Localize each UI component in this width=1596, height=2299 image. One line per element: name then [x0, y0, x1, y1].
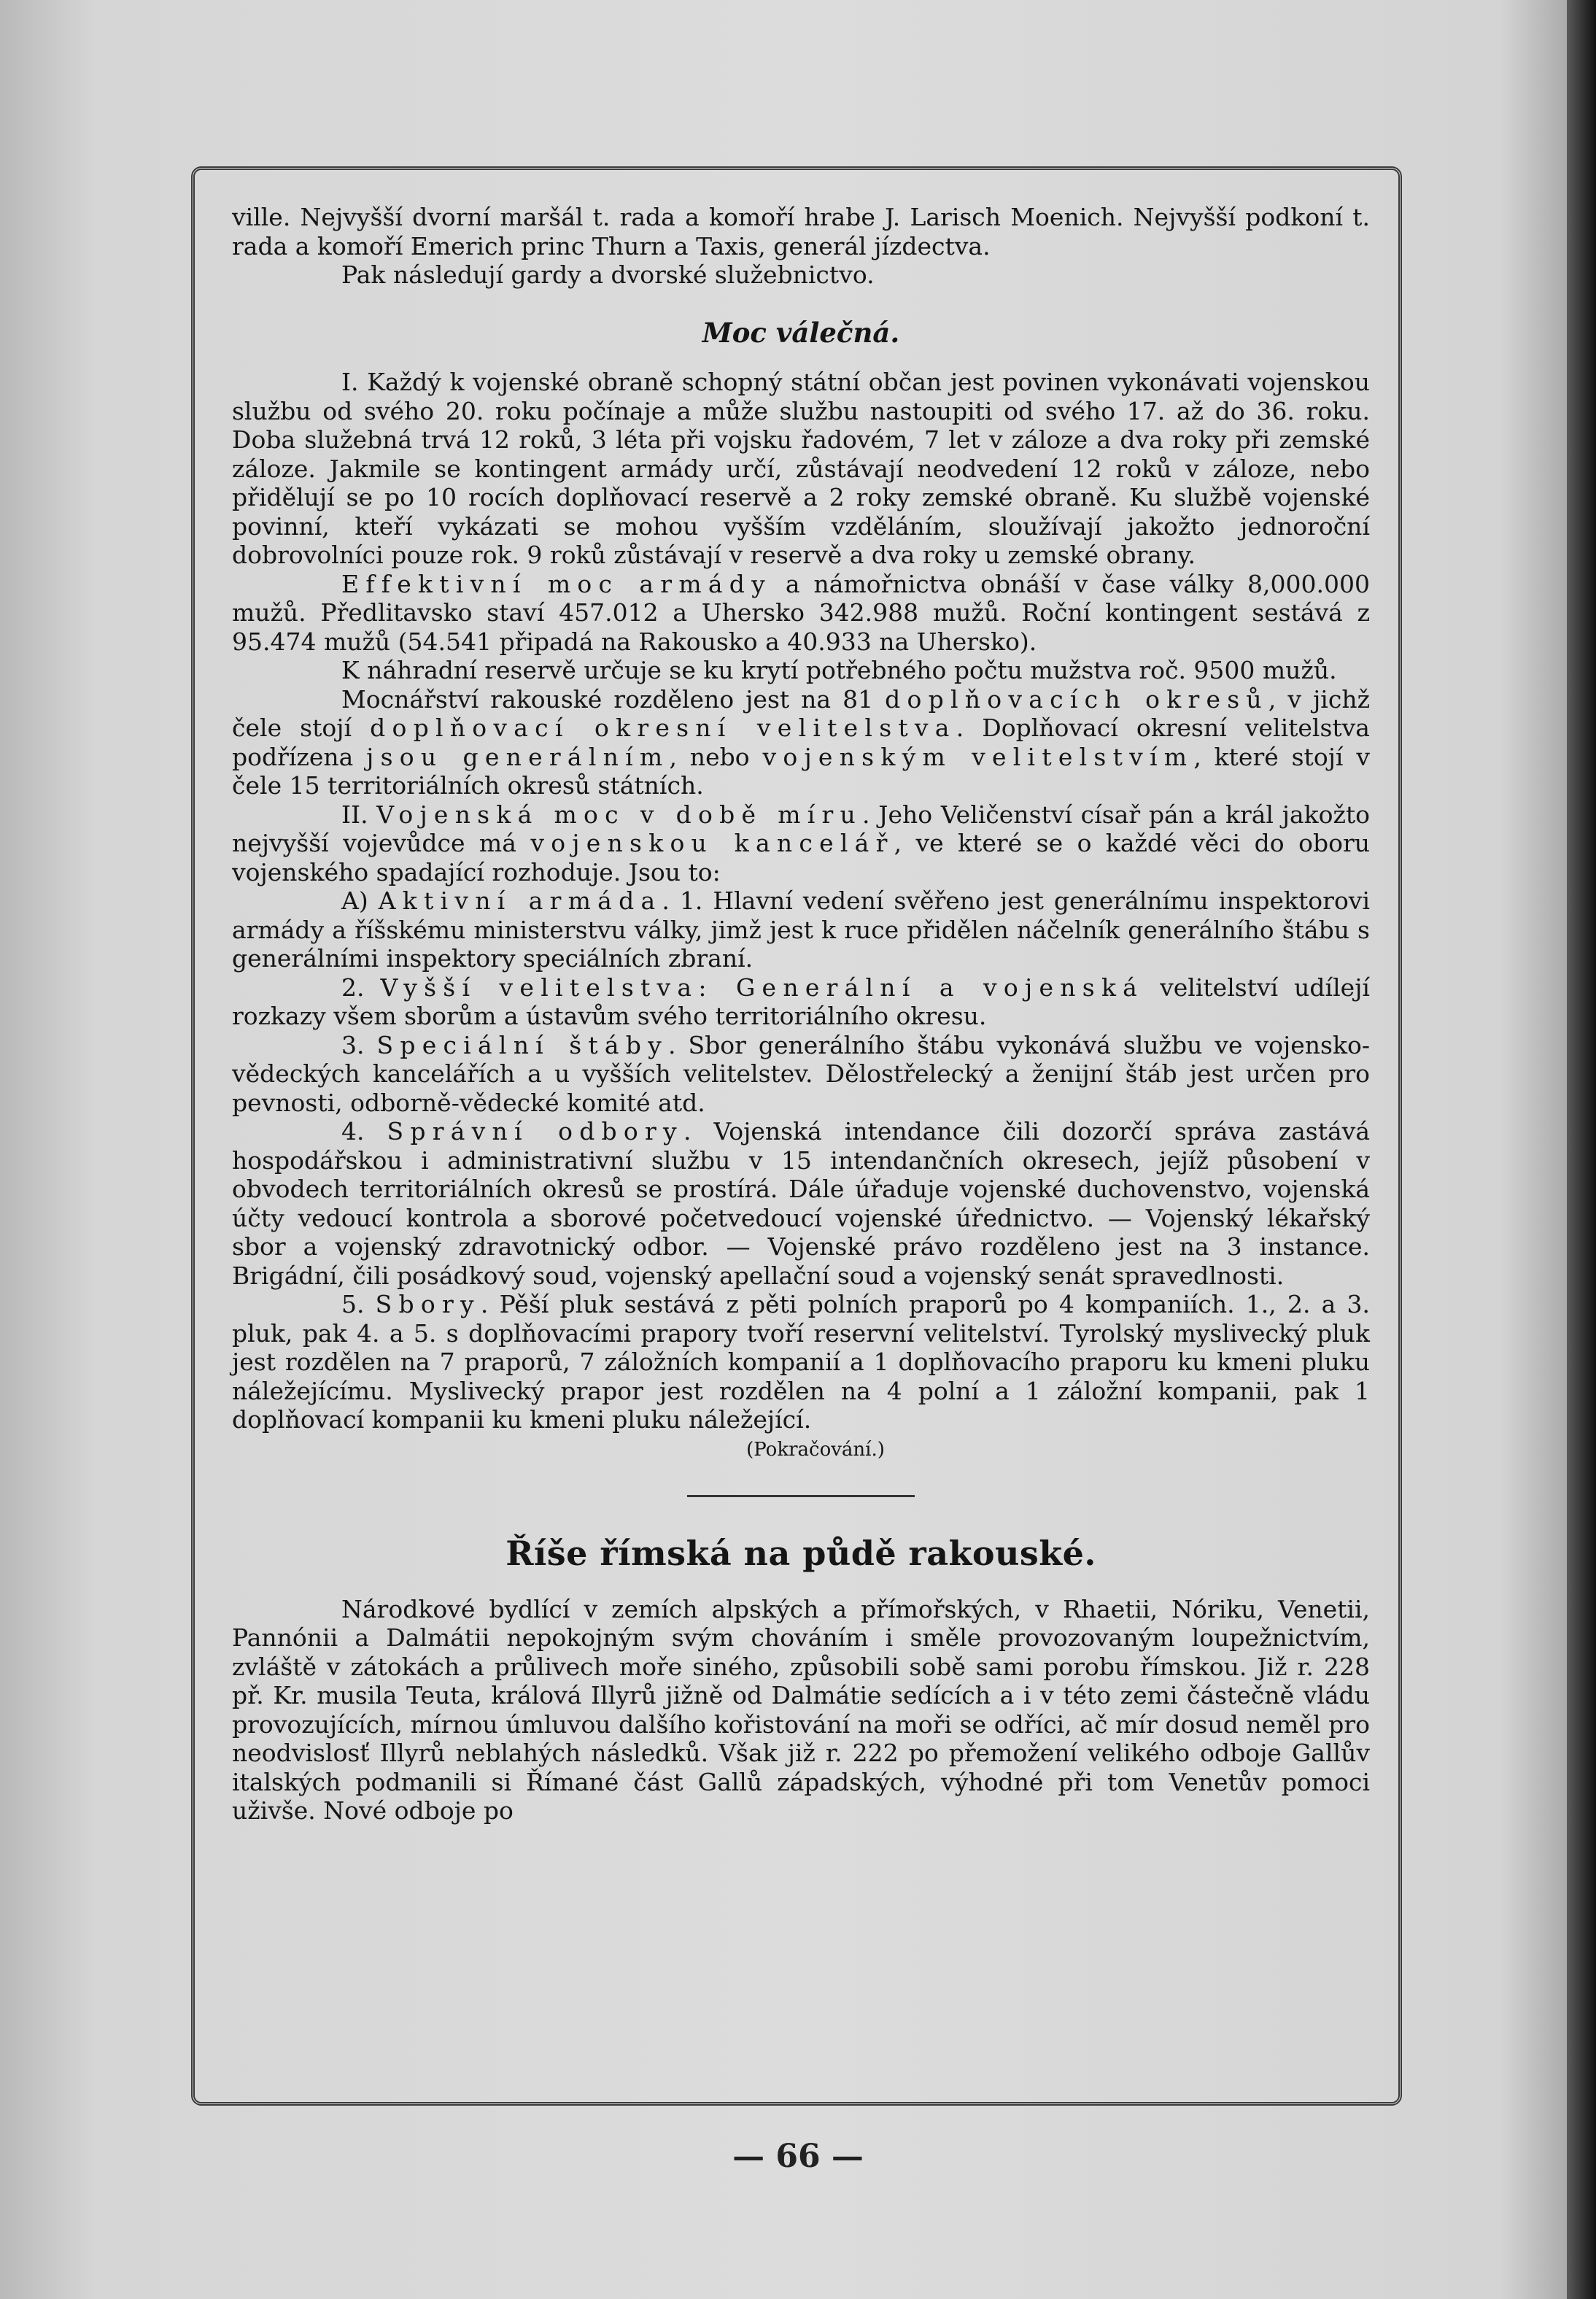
section-divider [687, 1495, 915, 1497]
spaced-term: jsou generálním [366, 742, 670, 771]
text-run: . Jeho Veličenství císař pán a král jakožto nejvyšší vojevůdce má [232, 800, 1370, 857]
top-paragraph-2: Pak následují gardy a dvorské služebnictvo. [341, 260, 875, 289]
paragraph-text: a námořnictva obnáší v čase války 8,000.000 mužů. Předlitavsko staví 457.012 a Uhersko 342.988 mužů. Roční kontingent sestává z 95.474 mužů (54.541 připadá na Rakousko a 40.933 na Uhersko). [232, 569, 1370, 656]
page-edge-shadow [1567, 0, 1596, 2299]
paragraph-active-army [232, 886, 1370, 973]
spaced-term: Sbory [375, 1290, 481, 1318]
continued-note: (Pokračování.) [746, 1438, 885, 1461]
paragraph-administration [232, 1117, 1370, 1290]
paragraph-corps [232, 1290, 1370, 1434]
text-run: , v jichž čele stojí [232, 684, 1370, 742]
spaced-term: doplňovacích okresů [885, 684, 1268, 714]
spaced-term: Aktivní armáda [378, 886, 662, 915]
text-run: . Doplňovací okresní velitelstva podřízena [232, 714, 1370, 771]
text-run: velitelství udílejí rozkazy všem sborům a ústavům svého territoriálního okresu. [232, 973, 1370, 1030]
paragraph-roman-empire: Národkové bydlící v zemích alpských a přímořských, v Rhaetii, Nóriku, Venetii, Pannónii a Dalmátii nepokojným svým chováním i směle provozovaným loupežnictvím, zvláště v zátokách a průlivech moře siného, způsobili sobě sami porobu římskou. Již r. 228 př. Kr. musila Teuta, králová Illyrů jižně od Dalmátie sedících a i v této zemi částečně vládu provozujících, mírnou úmluvou dalšího kořistování na moři se odříci, ač mír dosud neměl pro neodvislosť Illyrů neblahých následků. Však již r. 222 po přemožení velikého odboje Gallův italských podmanili si Římané část Gallů západských, výhodné při tom Venetův pomoci uživše. Nové odboje po [232, 1594, 1370, 1825]
text-run: . 1. Hlavní vedení svěřeno jest generálnímu inspektorovi armády a říšskému ministerstvu války, jimž jest k ruce přidělen náčelník generálního štábu s generálními inspektory speciálních zbraní. [232, 886, 1371, 973]
paragraph-districts [232, 685, 1370, 800]
text-run: , ve které se o každé věci do oboru vojenského spadající rozhoduje. Jsou to: [232, 829, 1370, 886]
spaced-term: Vojenská moc v době míru [376, 800, 863, 829]
paragraph-reserve: K náhradní reservě určuje se ku krytí potřebného počtu mužstva roč. 9500 mužů. [341, 656, 1337, 684]
spaced-term: vojenskou kancelář [530, 829, 894, 857]
text-run: 4. [341, 1117, 387, 1145]
section-title-moc-valecna: Moc válečná. [702, 316, 900, 349]
spaced-term: Effektivní moc armády [341, 569, 772, 598]
spaced-term: Vyšší velitelstva: Generální a vojenská [380, 973, 1144, 1002]
spaced-term: Speciální štáby [376, 1030, 669, 1059]
paragraph-higher-commands [232, 973, 1370, 1031]
paragraph-effective-strength [232, 570, 1370, 657]
text-run: 2. [341, 973, 381, 1002]
text-column [232, 203, 1370, 1825]
text-run: 5. [341, 1290, 376, 1318]
text-run: , nebo [669, 742, 763, 771]
text-run: A) [341, 886, 379, 915]
page-number: — 66 — [732, 2138, 864, 2175]
paragraph-peace [232, 800, 1370, 887]
section-title-rise-rimska: Říše římská na půdě rakouské. [505, 1534, 1096, 1573]
spaced-term: Správní odbory [387, 1117, 683, 1145]
text-run: 3. [341, 1030, 377, 1059]
spaced-term: vojenským velitelstvím [762, 742, 1194, 771]
paragraph-duty: I. Každý k vojenské obraně schopný státní občan jest povinen vykonávati vojenskou službu od svého 20. roku počínaje a může službu nastoupiti od svého 17. až do 36. roku. Doba služebná trvá 12 roků, 3 léta při vojsku řadovém, 7 let v záloze a dva roky při zemské záloze. Jakmile se kontingent armády určí, zůstávají neodvedení 12 roků v záloze, nebo přidělují se po 10 rocích doplňovací reservě a 2 roky zemské obraně. Ku službě vojenské povinní, kteří vykázati se mohou vyšším vzděláním, sloužívají jakožto jednoroční dobrovolníci pouze rok. 9 roků zůstávají v reservě a dva roky u zemské obrany. [232, 368, 1370, 569]
text-run: Mocnářství rakouské rozděleno jest na 81 [341, 684, 886, 714]
text-run: II. [341, 800, 377, 829]
text-run: , které stojí v čele 15 territoriálních okresů státních. [232, 742, 1370, 800]
paragraph-special-staffs [232, 1031, 1370, 1118]
text-run: . Pěší pluk sestává z pěti polních praporů po 4 kompaniích. 1., 2. a 3. pluk, pak 4. a 5. s doplňovacími prapory tvoří reservní velitelství. Tyrolský myslivecký pluk jest rozdělen na 7 praporů, 7 záložních kompanií a 1 doplňovacího praporu ku kmeni pluku náležejícímu. Myslivecký prapor jest rozdělen na 4 polní a 1 záložní kompanii, pak 1 doplňovací kompanii ku kmeni pluku náležející. [232, 1290, 1370, 1434]
top-paragraph: ville. Nejvyšší dvorní maršál t. rada a komoří hrabe J. Larisch Moenich. Nejvyšší podkoní t. rada a komoří Emerich princ Thurn a Taxis, generál jízdectva. [232, 203, 1370, 260]
text-run: . Sbor generálního štábu vykonává službu ve vojensko-vědeckých kancelářích a u vyšších velitelstev. Dělostřelecký a ženijní štáb jest určen pro pevnosti, odborně-vědecké komité atd. [232, 1030, 1370, 1117]
spaced-term: doplňovací okresní velitelstva [370, 714, 956, 742]
text-run: . Vojenská intendance čili dozorčí správa zastává hospodářskou i administrativní službu v 15 intendančních okresech, jejíž působení v obvodech territoriálních okresů se prostírá. Dále úřaduje vojenské duchovenstvo, vojenská účty vedoucí kontrola a sborové početvedoucí vojenské úřednictvo. — Vojenský lékařský sbor a vojenský zdravotnický odbor. — Vojenské právo rozděleno jest na 3 instance. Brigádní, čili posádkový soud, vojenský apellační soud a vojenský senát spravedlnosti. [232, 1117, 1370, 1290]
